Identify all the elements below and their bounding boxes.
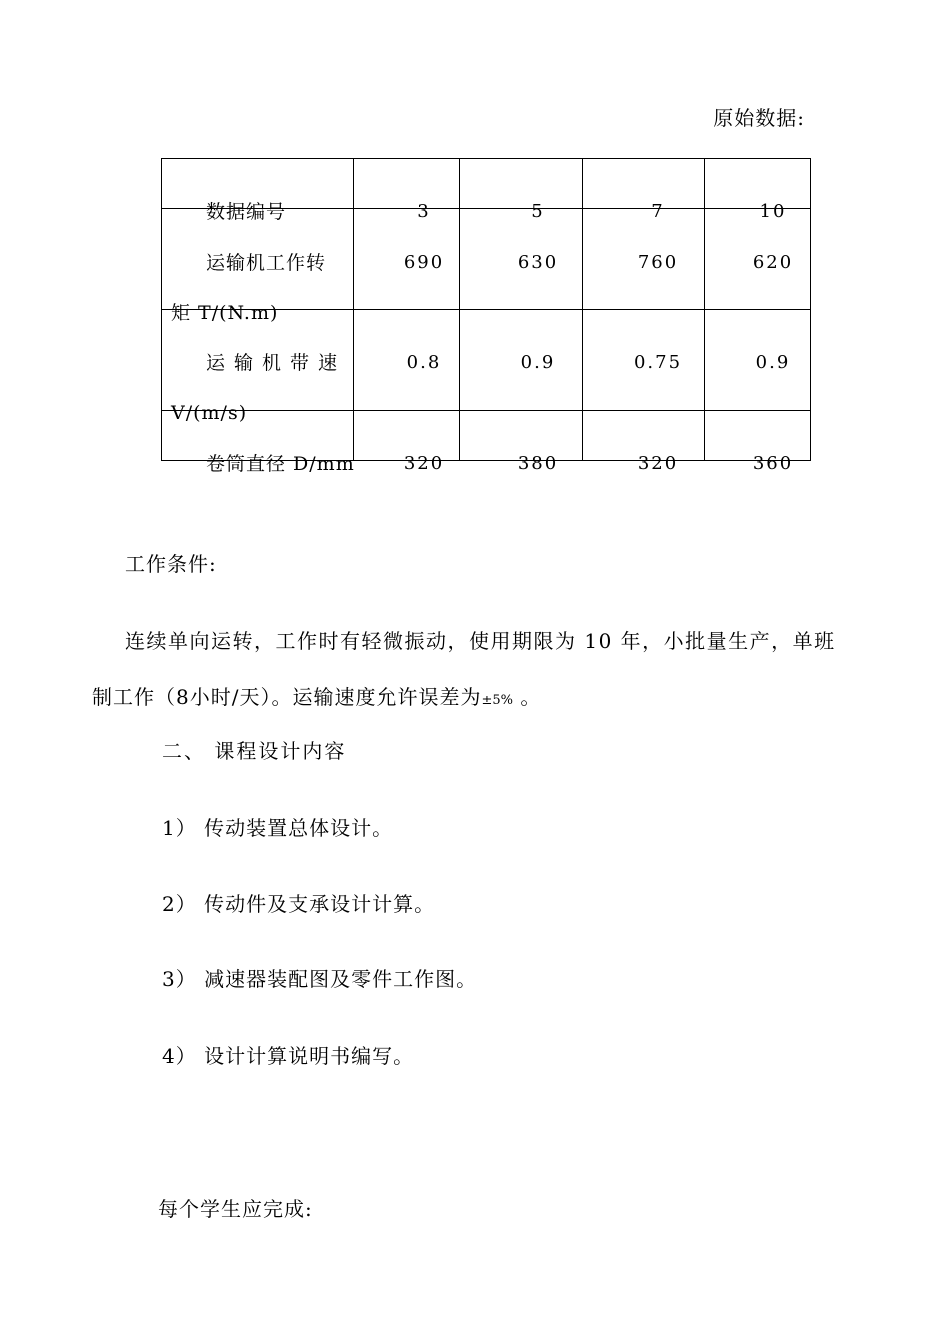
tolerance-symbol: ±5% <box>481 693 513 708</box>
table-row-divider <box>161 410 811 411</box>
list-item: 2） 传动件及支承设计计算。 <box>162 892 436 916</box>
list-item: 3） 减速器装配图及零件工作图。 <box>162 967 478 991</box>
paragraph-text: 。 <box>513 685 542 709</box>
work-conditions-paragraph-line2 <box>92 685 541 713</box>
list-item: 1） 传动装置总体设计。 <box>162 816 394 840</box>
table-row-label-cont: 矩 T/(N.m) <box>171 302 279 324</box>
table-cell: 320 <box>637 453 679 474</box>
table-border-top <box>161 158 811 159</box>
table-header-value: 3 <box>417 201 431 222</box>
table-cell: 0.8 <box>406 352 442 373</box>
table-cell: 690 <box>403 252 445 273</box>
list-item: 4） 设计计算说明书编写。 <box>162 1044 415 1068</box>
table-cell: 0.9 <box>755 352 791 373</box>
original-data-table <box>161 158 811 475</box>
table-row-label-cont: V/(m/s) <box>171 402 248 424</box>
table-cell: 630 <box>517 252 559 273</box>
section-title: 二、 课程设计内容 <box>162 739 347 763</box>
work-conditions-paragraph-line1: 连续单向运转，工作时有轻微振动，使用期限为 10 年，小批量生产，单班 <box>125 629 836 653</box>
work-conditions-title: 工作条件: <box>125 552 217 576</box>
table-header-value: 10 <box>759 201 787 222</box>
table-cell: 320 <box>403 453 445 474</box>
table-row-label: 运输机带速 <box>206 352 347 374</box>
closing-line: 每个学生应完成: <box>158 1197 313 1221</box>
table-header-value: 5 <box>531 201 545 222</box>
table-cell: 0.75 <box>633 352 683 373</box>
original-data-heading: 原始数据: <box>713 106 805 130</box>
table-header-value: 7 <box>651 201 665 222</box>
table-cell: 760 <box>637 252 679 273</box>
table-row-label: 运输机工作转 <box>206 252 327 274</box>
table-cell: 620 <box>752 252 794 273</box>
table-row-label: 卷筒直径 D/mm <box>206 453 355 475</box>
paragraph-text: 制工作（8小时/天）。运输速度允许误差为 <box>92 685 482 709</box>
table-cell: 0.9 <box>520 352 556 373</box>
table-col-divider <box>353 158 354 461</box>
table-cell: 380 <box>517 453 559 474</box>
table-cell: 360 <box>752 453 794 474</box>
table-header-label: 数据编号 <box>206 201 287 223</box>
table-border-left <box>161 158 162 461</box>
